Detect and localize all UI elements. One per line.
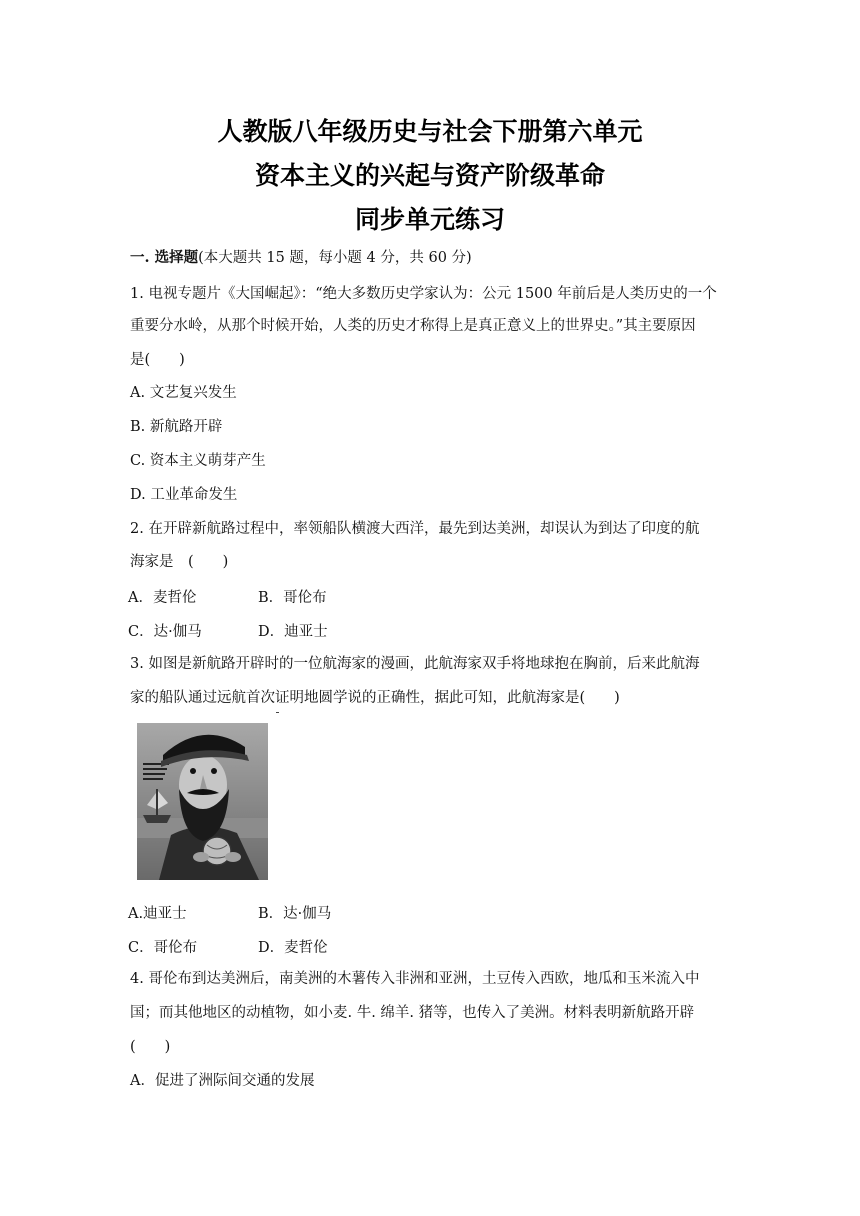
q1-option-d: D. 工业革命发生 xyxy=(130,487,238,503)
q4-line-1: 4. 哥伦布到达美洲后，南美洲的木薯传入非洲和亚洲，土豆传入西欧，地瓜和玉米流入中 xyxy=(130,971,700,987)
doc-title-line-2: 资本主义的兴起与资产阶级革命 xyxy=(254,161,605,190)
section-heading xyxy=(130,248,740,268)
q1-line-2: 重要分水岭，从那个时候开始，人类的历史才称得上是真正意义上的世界史。”其主要原因 xyxy=(130,318,696,334)
q1-option-b: B. 新航路开辟 xyxy=(130,419,223,435)
q4-line-2: 国；而其他地区的动植物，如小麦. 牛. 绵羊. 猪等，也传入了美洲。材料表明新航路开辟 xyxy=(130,1005,695,1021)
q2-line-2: 海家是 ( ) xyxy=(130,554,229,570)
q3-options-row-2 xyxy=(128,936,328,957)
image-anchor-mark xyxy=(276,712,279,713)
q4-option-a: A．促进了洲际间交通的发展 xyxy=(130,1073,315,1089)
navigator-cartoon-image xyxy=(137,723,268,880)
q1-option-a: A. 文艺复兴发生 xyxy=(130,385,237,401)
doc-title-line-1: 人教版八年级历史与社会下册第六单元 xyxy=(217,117,643,146)
q1-option-c: C. 资本主义萌芽产生 xyxy=(130,453,266,469)
q1-line-3: 是( ) xyxy=(130,352,185,368)
q3-options-row-1 xyxy=(128,902,332,923)
q2-option-b: B．哥伦布 xyxy=(258,590,327,606)
q2-option-c: C．达·伽马 xyxy=(128,624,202,640)
q3-line-1: 3. 如图是新航路开辟时的一位航海家的漫画，此航海家双手将地球抱在胸前，后来此航海 xyxy=(130,656,700,672)
section-note: (本大题共 15 题，每小题 4 分，共 60 分) xyxy=(198,250,472,266)
q2-options-row-2 xyxy=(128,620,328,641)
q3-option-c: C．哥伦布 xyxy=(128,940,198,956)
section-label: 一. 选择题 xyxy=(130,249,199,266)
q3-line-2: 家的船队通过远航首次证明地圆学说的正确性，据此可知，此航海家是( ) xyxy=(130,690,620,706)
doc-title-line-3: 同步单元练习 xyxy=(354,205,505,234)
q4-line-3: ( ) xyxy=(130,1039,171,1055)
q3-option-b: B．达·伽马 xyxy=(258,906,332,922)
q2-option-a: A．麦哲伦 xyxy=(128,590,197,606)
q3-option-d: D．麦哲伦 xyxy=(258,940,328,956)
q2-line-1: 2. 在开辟新航路过程中，率领船队横渡大西洋，最先到达美洲，却误认为到达了印度的航 xyxy=(130,521,700,537)
q1-line-1: 1. 电视专题片《大国崛起》：“绝大多数历史学家认为：公元 1500 年前后是人类历史的一个 xyxy=(130,286,717,302)
q2-option-d: D．迪亚士 xyxy=(258,624,328,640)
q2-options-row-1 xyxy=(128,586,327,607)
q3-option-a: A.迪亚士 xyxy=(128,906,187,922)
